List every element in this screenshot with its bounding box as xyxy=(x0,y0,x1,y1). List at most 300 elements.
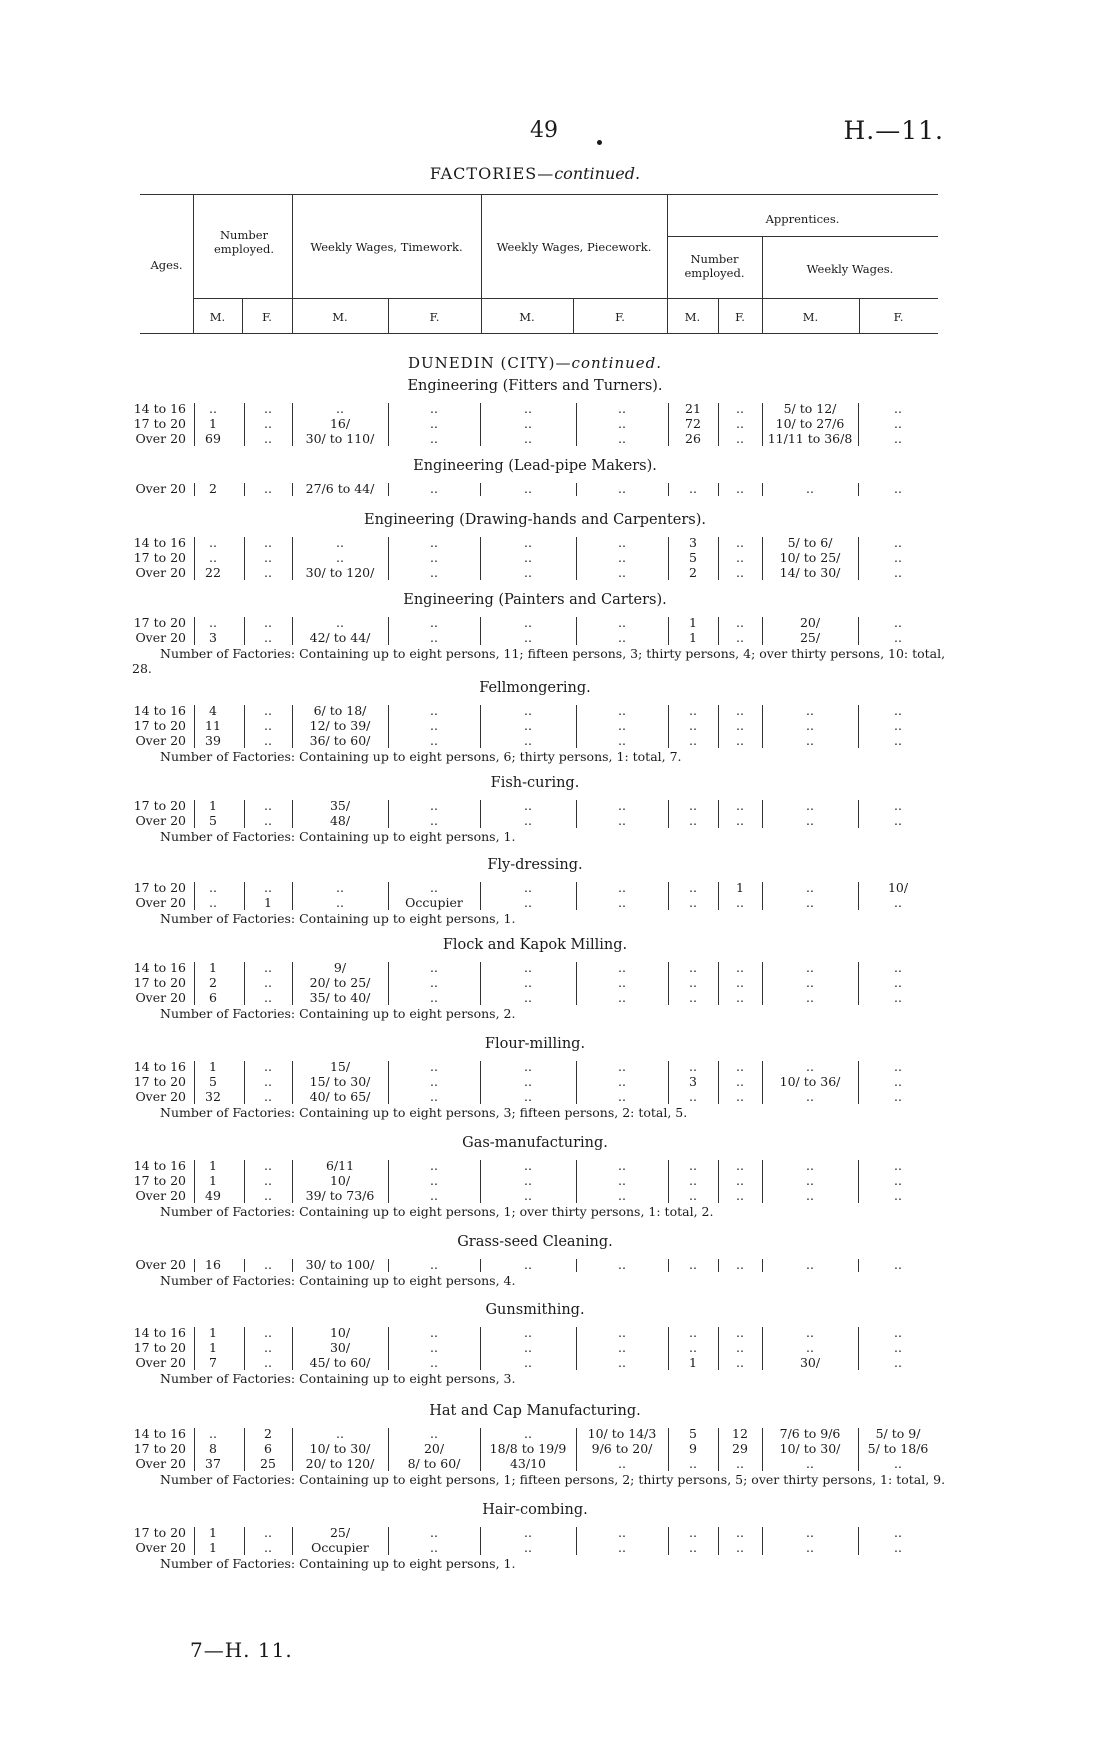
column-rule xyxy=(858,1428,859,1471)
table-cell: .. xyxy=(618,798,626,813)
table-cell: .. xyxy=(264,431,272,446)
table-cell: 10/ to 27/6 xyxy=(775,416,845,431)
age-cell: 14 to 16 xyxy=(133,535,186,550)
table-row xyxy=(0,814,1000,828)
column-rule xyxy=(762,617,763,645)
table-cell: .. xyxy=(209,895,217,910)
column-rule xyxy=(480,1327,481,1370)
section-heading-grass-seed-cleaning: Grass-seed Cleaning. xyxy=(457,1234,613,1250)
table-cell: .. xyxy=(894,895,902,910)
column-rule xyxy=(480,1061,481,1104)
age-cell: 14 to 16 xyxy=(133,1325,186,1340)
column-rule xyxy=(576,1259,577,1272)
table-cell: .. xyxy=(806,880,814,895)
column-rule xyxy=(244,1327,245,1370)
column-rule xyxy=(244,800,245,828)
table-cell: .. xyxy=(524,481,532,496)
table-cell: .. xyxy=(264,1059,272,1074)
table-cell: .. xyxy=(806,1456,814,1471)
table-cell: .. xyxy=(264,1074,272,1089)
column-rule xyxy=(194,537,195,580)
table-cell: 5 xyxy=(209,1074,217,1089)
age-cell: Over 20 xyxy=(135,431,186,446)
table-cell: .. xyxy=(209,615,217,630)
table-cell: .. xyxy=(264,401,272,416)
age-cell: Over 20 xyxy=(135,1355,186,1370)
column-rule xyxy=(292,800,293,828)
table-cell: 7 xyxy=(209,1355,217,1370)
column-rule xyxy=(194,1527,195,1555)
table-cell: .. xyxy=(524,565,532,580)
table-cell: 1 xyxy=(264,895,272,910)
table-cell: .. xyxy=(689,1525,697,1540)
age-cell: Over 20 xyxy=(135,565,186,580)
table-cell: .. xyxy=(524,1188,532,1203)
table-cell: 10/ to 30/ xyxy=(309,1441,371,1456)
table-cell: .. xyxy=(736,733,744,748)
column-rule xyxy=(858,1327,859,1370)
table-cell: .. xyxy=(524,798,532,813)
table-cell: .. xyxy=(430,1540,438,1555)
column-rule xyxy=(292,403,293,446)
table-cell: .. xyxy=(336,615,344,630)
table-cell: .. xyxy=(689,1188,697,1203)
table-cell: .. xyxy=(806,813,814,828)
table-cell: 10/ to 14/3 xyxy=(587,1426,657,1441)
table-cell: .. xyxy=(618,813,626,828)
factories-note: Number of Factories: Containing up to eight persons, 3; fifteen persons, 2: total, 5. xyxy=(160,1105,688,1120)
column-rule xyxy=(292,705,293,748)
table-cell: .. xyxy=(689,813,697,828)
table-cell: .. xyxy=(689,733,697,748)
column-rule xyxy=(576,403,577,446)
table-cell: 1 xyxy=(209,416,217,431)
column-rule xyxy=(576,483,577,496)
section-heading-hat-and-cap-manufacturing: Hat and Cap Manufacturing. xyxy=(429,1403,641,1419)
table-cell: .. xyxy=(430,550,438,565)
age-cell: Over 20 xyxy=(135,813,186,828)
table-cell: .. xyxy=(736,1540,744,1555)
table-cell: .. xyxy=(736,1525,744,1540)
table-cell: .. xyxy=(736,1355,744,1370)
table-cell: .. xyxy=(430,975,438,990)
table-cell: 20/ to 120/ xyxy=(305,1456,375,1471)
table-row xyxy=(0,1258,1000,1272)
age-cell: 14 to 16 xyxy=(133,401,186,416)
table-cell: 10/ to 36/ xyxy=(779,1074,841,1089)
column-rule xyxy=(858,882,859,910)
table-cell: 11/11 to 36/8 xyxy=(767,431,853,446)
table-cell: 1 xyxy=(209,1158,217,1173)
table-cell: .. xyxy=(524,416,532,431)
column-rule xyxy=(194,705,195,748)
section-heading-gas-manufacturing: Gas-manufacturing. xyxy=(462,1135,608,1151)
table-cell: 10/ to 30/ xyxy=(779,1441,841,1456)
header-m: M. xyxy=(332,310,348,324)
column-rule xyxy=(244,617,245,645)
table-cell: .. xyxy=(524,1173,532,1188)
column-rule xyxy=(718,962,719,1005)
header-weekly-wages-piecework: Weekly Wages, Piecework. xyxy=(496,240,652,254)
table-cell: .. xyxy=(430,1426,438,1441)
column-rule xyxy=(668,962,669,1005)
table-cell: .. xyxy=(736,1158,744,1173)
age-cell: Over 20 xyxy=(135,1257,186,1272)
table-cell: 49 xyxy=(205,1188,221,1203)
table-cell: .. xyxy=(894,1355,902,1370)
table-cell: .. xyxy=(264,550,272,565)
table-cell: .. xyxy=(736,895,744,910)
column-rule xyxy=(292,962,293,1005)
table-cell: .. xyxy=(430,1074,438,1089)
column-rule xyxy=(718,617,719,645)
column-rule xyxy=(762,800,763,828)
table-cell: 30/ to 100/ xyxy=(305,1257,375,1272)
table-cell: .. xyxy=(806,990,814,1005)
column-rule xyxy=(718,1327,719,1370)
table-cell: .. xyxy=(618,975,626,990)
table-row xyxy=(0,566,1000,580)
table-cell: .. xyxy=(806,1173,814,1188)
table-cell: 39 xyxy=(205,733,221,748)
table-cell: 43/10 xyxy=(509,1456,547,1471)
table-cell: .. xyxy=(689,718,697,733)
age-cell: 17 to 20 xyxy=(133,1074,186,1089)
table-cell: 3 xyxy=(689,1074,697,1089)
age-cell: Over 20 xyxy=(135,990,186,1005)
table-cell: .. xyxy=(894,1188,902,1203)
column-rule xyxy=(292,617,293,645)
table-cell: .. xyxy=(894,1257,902,1272)
column-rule xyxy=(480,1428,481,1471)
table-cell: .. xyxy=(524,733,532,748)
table-cell: .. xyxy=(618,1089,626,1104)
column-rule xyxy=(576,800,577,828)
header-apprentices: Apprentices. xyxy=(765,212,840,226)
column-rule xyxy=(480,1259,481,1272)
table-cell: .. xyxy=(689,1089,697,1104)
table-cell: .. xyxy=(618,1059,626,1074)
table-cell: 5/ to 12/ xyxy=(783,401,837,416)
column-rule xyxy=(244,483,245,496)
table-cell: .. xyxy=(736,813,744,828)
table-cell: .. xyxy=(264,1188,272,1203)
table-cell: .. xyxy=(736,1173,744,1188)
table-cell: .. xyxy=(736,1059,744,1074)
region-sub: continued. xyxy=(571,354,663,372)
table-cell: .. xyxy=(264,1257,272,1272)
column-rule xyxy=(762,1160,763,1203)
column-rule xyxy=(668,617,669,645)
table-cell: 30/ xyxy=(799,1355,821,1370)
table-cell: 6/ to 18/ xyxy=(313,703,367,718)
factories-note: Number of Factories: Containing up to eight persons, 1. xyxy=(160,1556,516,1571)
column-rule xyxy=(668,800,669,828)
table-cell: .. xyxy=(894,565,902,580)
column-rule xyxy=(858,403,859,446)
table-cell: .. xyxy=(894,1340,902,1355)
column-rule xyxy=(388,1160,389,1203)
column-rule xyxy=(718,1061,719,1104)
column-rule xyxy=(668,537,669,580)
column-rule xyxy=(244,1259,245,1272)
table-cell: .. xyxy=(524,615,532,630)
table-row xyxy=(0,631,1000,645)
table-cell: .. xyxy=(430,565,438,580)
table-cell: 10/ xyxy=(329,1173,351,1188)
column-rule xyxy=(576,537,577,580)
table-cell: .. xyxy=(430,481,438,496)
table-cell: 1 xyxy=(689,1355,697,1370)
column-rule xyxy=(480,1160,481,1203)
header-number-employed: Number employed. xyxy=(214,228,274,256)
column-rule xyxy=(292,1327,293,1370)
table-cell: .. xyxy=(894,630,902,645)
header-f: F. xyxy=(893,310,904,324)
column-rule xyxy=(858,537,859,580)
column-rule xyxy=(194,1259,195,1272)
column-rule xyxy=(762,483,763,496)
table-cell: .. xyxy=(894,733,902,748)
table-cell: .. xyxy=(618,895,626,910)
header-m: M. xyxy=(519,310,535,324)
column-rule xyxy=(244,705,245,748)
table-cell: .. xyxy=(336,1426,344,1441)
table-cell: .. xyxy=(806,1059,814,1074)
column-rule xyxy=(194,1428,195,1471)
table-cell: 10/ xyxy=(329,1325,351,1340)
table-cell: 16 xyxy=(205,1257,221,1272)
table-cell: .. xyxy=(618,615,626,630)
table-cell: .. xyxy=(618,1074,626,1089)
document-reference: H.—11. xyxy=(843,116,944,145)
table-cell: .. xyxy=(264,798,272,813)
table-cell: .. xyxy=(264,718,272,733)
table-cell: 1 xyxy=(736,880,744,895)
table-cell: 11 xyxy=(205,718,221,733)
table-cell: 5 xyxy=(209,813,217,828)
column-rule xyxy=(244,403,245,446)
column-rule xyxy=(292,483,293,496)
table-cell: .. xyxy=(806,1089,814,1104)
table-cell: .. xyxy=(736,960,744,975)
table-cell: .. xyxy=(736,535,744,550)
column-rule xyxy=(858,705,859,748)
column-rule xyxy=(194,403,195,446)
table-cell: .. xyxy=(264,1355,272,1370)
table-cell: .. xyxy=(736,630,744,645)
table-cell: .. xyxy=(430,990,438,1005)
column-rule xyxy=(194,962,195,1005)
table-cell: .. xyxy=(894,615,902,630)
table-cell: .. xyxy=(618,1188,626,1203)
column-rule xyxy=(668,403,669,446)
table-cell: .. xyxy=(894,798,902,813)
table-cell: .. xyxy=(524,401,532,416)
table-cell: 2 xyxy=(689,565,697,580)
table-cell: 72 xyxy=(685,416,701,431)
table-cell: .. xyxy=(894,401,902,416)
column-rule xyxy=(244,882,245,910)
column-rule xyxy=(576,962,577,1005)
column-rule xyxy=(668,705,669,748)
table-cell: .. xyxy=(430,416,438,431)
column-rule xyxy=(718,483,719,496)
age-cell: Over 20 xyxy=(135,481,186,496)
age-cell: 14 to 16 xyxy=(133,1426,186,1441)
column-rule xyxy=(292,1428,293,1471)
table-cell: .. xyxy=(894,1540,902,1555)
column-rule xyxy=(668,1428,669,1471)
table-cell: .. xyxy=(430,813,438,828)
table-cell: .. xyxy=(430,733,438,748)
table-cell: .. xyxy=(264,1158,272,1173)
column-rule xyxy=(292,1527,293,1555)
column-rule xyxy=(576,1160,577,1203)
header-apprentices-wages: Weekly Wages. xyxy=(806,262,894,276)
column-rule xyxy=(292,537,293,580)
column-rule xyxy=(194,1160,195,1203)
table-cell: .. xyxy=(618,990,626,1005)
table-row xyxy=(0,1442,1000,1456)
table-cell: .. xyxy=(894,1325,902,1340)
age-cell: 17 to 20 xyxy=(133,1340,186,1355)
table-cell: .. xyxy=(689,703,697,718)
page-title xyxy=(0,164,1070,183)
table-cell: .. xyxy=(524,990,532,1005)
table-cell: 12 xyxy=(732,1426,748,1441)
table-cell: .. xyxy=(524,535,532,550)
table-cell: .. xyxy=(736,1456,744,1471)
table-cell: .. xyxy=(524,703,532,718)
factories-note: Number of Factories: Containing up to eight persons, 1; fifteen persons, 2; thirty persons, 5; over thirty persons, 1: total, 9. xyxy=(160,1472,946,1487)
table-row xyxy=(0,1060,1000,1074)
table-cell: .. xyxy=(736,718,744,733)
table-cell: .. xyxy=(894,718,902,733)
region-main: DUNEDIN (CITY)— xyxy=(407,354,572,372)
table-cell: .. xyxy=(618,1355,626,1370)
column-rule xyxy=(762,1327,763,1370)
column-rule xyxy=(762,1259,763,1272)
factories-note: Number of Factories: Containing up to eight persons, 6; thirty persons, 1: total, 7. xyxy=(160,749,682,764)
table-cell: .. xyxy=(618,960,626,975)
column-rule xyxy=(668,1160,669,1203)
table-cell: .. xyxy=(430,703,438,718)
column-rule xyxy=(718,882,719,910)
age-cell: 17 to 20 xyxy=(133,1173,186,1188)
table-cell: 29 xyxy=(732,1441,748,1456)
column-rule xyxy=(858,1061,859,1104)
table-cell: .. xyxy=(264,1089,272,1104)
table-cell: 36/ to 60/ xyxy=(309,733,371,748)
column-rule xyxy=(762,962,763,1005)
table-cell: .. xyxy=(806,1158,814,1173)
table-row xyxy=(0,551,1000,565)
table-cell: .. xyxy=(806,1525,814,1540)
table-cell: .. xyxy=(209,1426,217,1441)
table-cell: .. xyxy=(524,431,532,446)
table-cell: .. xyxy=(430,1158,438,1173)
table-cell: .. xyxy=(689,1340,697,1355)
table-cell: .. xyxy=(264,565,272,580)
table-cell: .. xyxy=(894,703,902,718)
column-rule xyxy=(194,882,195,910)
header-m: M. xyxy=(802,310,819,324)
table-cell: .. xyxy=(336,401,344,416)
table-row xyxy=(0,1341,1000,1355)
table-cell: 35/ xyxy=(329,798,351,813)
table-cell: 2 xyxy=(209,481,217,496)
header-apprentices-number: Number employed. xyxy=(684,252,745,280)
table-cell: .. xyxy=(894,481,902,496)
table-cell: .. xyxy=(430,615,438,630)
table-cell: 14/ to 30/ xyxy=(779,565,841,580)
table-cell: 8 xyxy=(209,1441,217,1456)
table-cell: 2 xyxy=(209,975,217,990)
table-cell: 1 xyxy=(209,1173,217,1188)
column-rule xyxy=(762,1061,763,1104)
table-cell: .. xyxy=(894,550,902,565)
table-cell: .. xyxy=(736,481,744,496)
table-cell: 5/ to 9/ xyxy=(875,1426,921,1441)
table-cell: 27/6 to 44/ xyxy=(305,481,375,496)
table-cell: .. xyxy=(524,1089,532,1104)
table-cell: 48/ xyxy=(329,813,351,828)
column-rule xyxy=(388,962,389,1005)
table-cell: 3 xyxy=(689,535,697,550)
table-cell: .. xyxy=(736,431,744,446)
table-cell: .. xyxy=(524,1325,532,1340)
table-cell: 25/ xyxy=(799,630,821,645)
table-cell: .. xyxy=(524,1540,532,1555)
header-f: F. xyxy=(735,310,745,324)
column-rule xyxy=(388,403,389,446)
column-rule xyxy=(576,1428,577,1471)
header-weekly-wages-timework: Weekly Wages, Timework. xyxy=(310,240,463,254)
table-cell: .. xyxy=(430,718,438,733)
table-cell: .. xyxy=(264,1540,272,1555)
table-header xyxy=(140,194,938,334)
table-cell: 30/ to 110/ xyxy=(305,431,375,446)
table-cell: 9/6 to 20/ xyxy=(591,1441,653,1456)
table-cell: .. xyxy=(736,990,744,1005)
table-cell: 12/ to 39/ xyxy=(309,718,371,733)
table-cell: .. xyxy=(618,703,626,718)
table-cell: .. xyxy=(689,1456,697,1471)
table-cell: .. xyxy=(430,1089,438,1104)
column-rule xyxy=(292,1061,293,1104)
table-cell: .. xyxy=(806,960,814,975)
table-cell: .. xyxy=(524,960,532,975)
table-cell: 1 xyxy=(209,960,217,975)
table-cell: .. xyxy=(689,990,697,1005)
table-cell: 30/ to 120/ xyxy=(305,565,375,580)
column-rule xyxy=(576,1327,577,1370)
table-cell: .. xyxy=(264,1325,272,1340)
table-row xyxy=(0,719,1000,733)
column-rule xyxy=(194,483,195,496)
column-rule xyxy=(244,1160,245,1203)
column-rule xyxy=(480,1527,481,1555)
table-cell: 3 xyxy=(209,630,217,645)
table-row xyxy=(0,961,1000,975)
column-rule xyxy=(668,882,669,910)
table-cell: .. xyxy=(264,1173,272,1188)
column-rule xyxy=(576,1527,577,1555)
table-cell: .. xyxy=(264,481,272,496)
table-cell: 6/11 xyxy=(325,1158,355,1173)
table-cell: 16/ xyxy=(329,416,351,431)
